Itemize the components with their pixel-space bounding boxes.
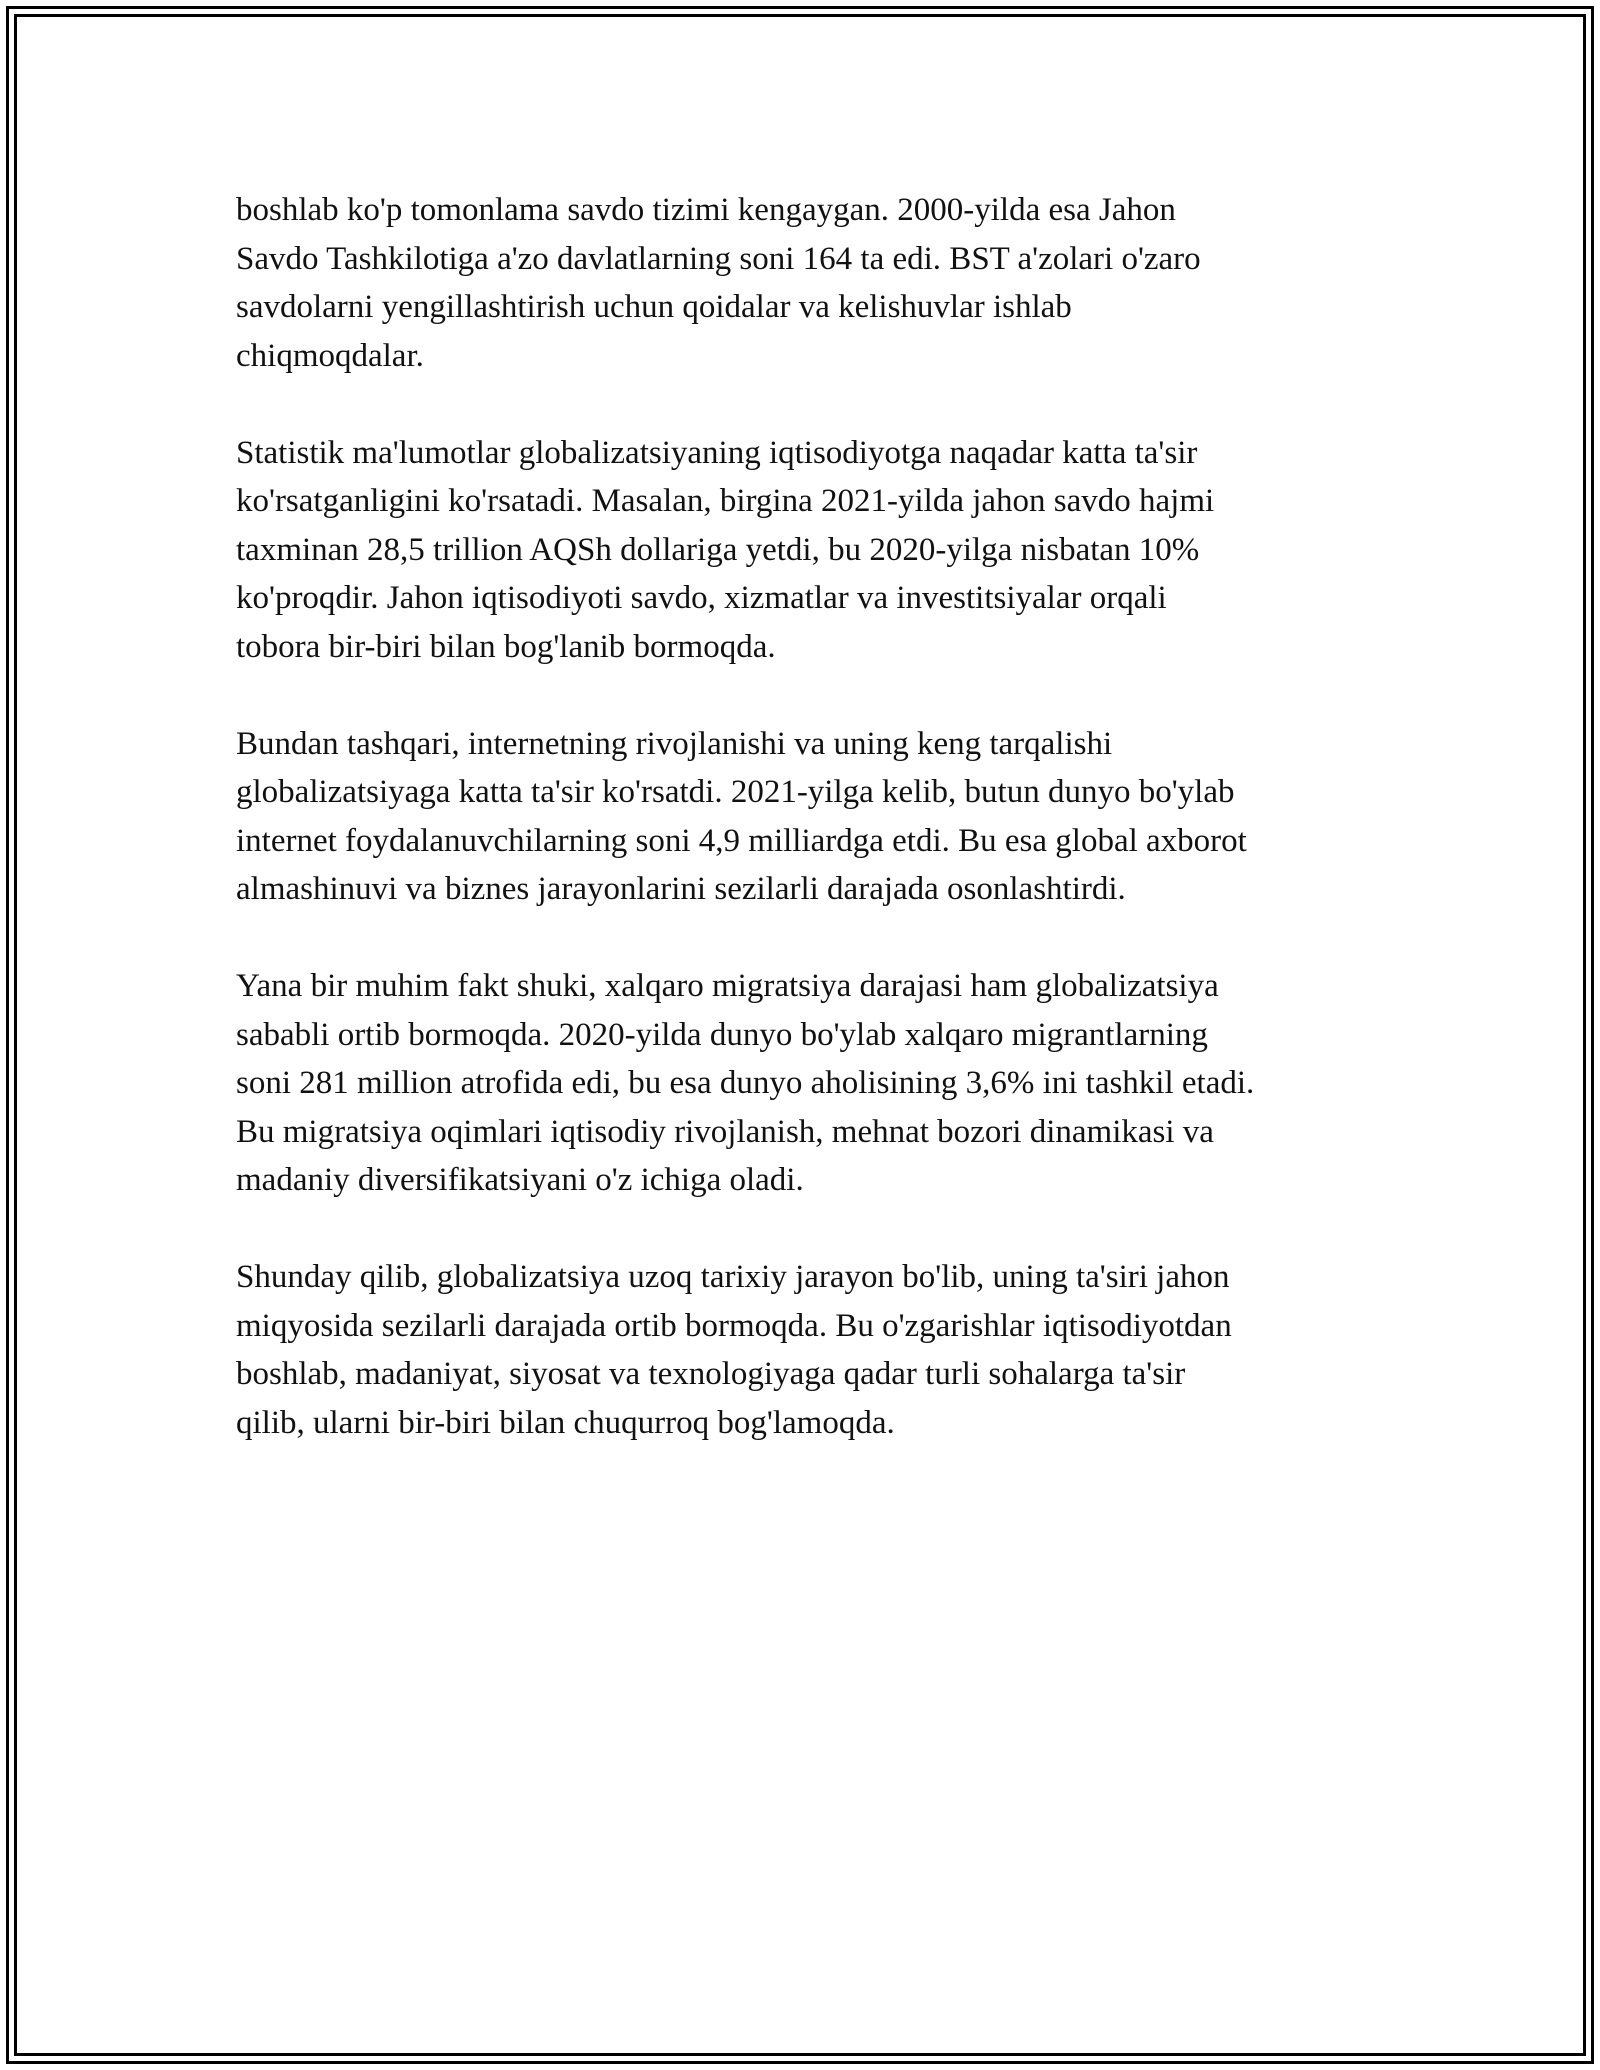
- paragraph-line: Bundan tashqari, internetning rivojlanishi va uning keng tarqalishi: [236, 725, 1113, 762]
- paragraph-line: chiqmoqdalar.: [236, 337, 424, 374]
- paragraph-line: taxminan 28,5 trillion AQSh dollariga yetdi, bu 2020-yilga nisbatan 10%: [236, 531, 1200, 568]
- paragraph-line: savdolarni yengillashtirish uchun qoidalar va kelishuvlar ishlab: [236, 289, 1072, 325]
- paragraph-2: [236, 429, 1366, 672]
- paragraph-line: almashinuvi va biznes jarayonlarini sezilarli darajada osonlashtirdi.: [236, 871, 1126, 907]
- paragraph-1: [236, 186, 1366, 380]
- paragraph-line: soni 281 million atrofida edi, bu esa dunyo aholisining 3,6% ini tashkil etadi.: [236, 1065, 1255, 1101]
- paragraph-5: [236, 1253, 1366, 1447]
- paragraph-line: Shunday qilib, globalizatsiya uzoq tarixiy jarayon bo'lib, uning ta'siri jahon: [236, 1259, 1230, 1295]
- paragraph-line: miqyosida sezilarli darajada ortib bormoqda. Bu o'zgarishlar iqtisodiyotdan: [236, 1307, 1232, 1344]
- paragraph-line: Bu migratsiya oqimlari iqtisodiy rivojlanish, mehnat bozori dinamikasi va: [236, 1113, 1214, 1150]
- paragraph-4: [236, 962, 1366, 1205]
- paragraph-line: ko'rsatganligini ko'rsatadi. Masalan, birgina 2021-yilda jahon savdo hajmi: [236, 483, 1215, 519]
- paragraph-line: sababli ortib bormoqda. 2020-yilda dunyo bo'ylab xalqaro migrantlarning: [236, 1016, 1208, 1053]
- paragraph-line: internet foydalanuvchilarning soni 4,9 milliardga etdi. Bu esa global axborot: [236, 822, 1247, 859]
- paragraph-line: globalizatsiyaga katta ta'sir ko'rsatdi. 2021-yilga kelib, butun dunyo bo'ylab: [236, 774, 1235, 810]
- paragraph-line: boshlab ko'p tomonlama savdo tizimi kengaygan. 2000-yilda esa Jahon: [236, 192, 1176, 228]
- paragraph-3: [236, 720, 1366, 914]
- paragraph-line: boshlab, madaniyat, siyosat va texnologiyaga qadar turli sohalarga ta'sir: [236, 1356, 1186, 1392]
- paragraph-line: qilib, ularni bir-biri bilan chuqurroq bog'lamoqda.: [236, 1404, 895, 1441]
- document-body: [236, 186, 1366, 1496]
- paragraph-line: madaniy diversifikatsiyani o'z ichiga oladi.: [236, 1162, 804, 1198]
- paragraph-line: tobora bir-biri bilan bog'lanib bormoqda.: [236, 628, 776, 665]
- paragraph-line: Yana bir muhim fakt shuki, xalqaro migratsiya darajasi ham globalizatsiya: [236, 968, 1219, 1004]
- paragraph-line: Statistik ma'lumotlar globalizatsiyaning iqtisodiyotga naqadar katta ta'sir: [236, 434, 1198, 471]
- paragraph-line: Savdo Tashkilotiga a'zo davlatlarning soni 164 ta edi. BST a'zolari o'zaro: [236, 240, 1201, 277]
- paragraph-line: ko'proqdir. Jahon iqtisodiyoti savdo, xizmatlar va investitsiyalar orqali: [236, 580, 1167, 616]
